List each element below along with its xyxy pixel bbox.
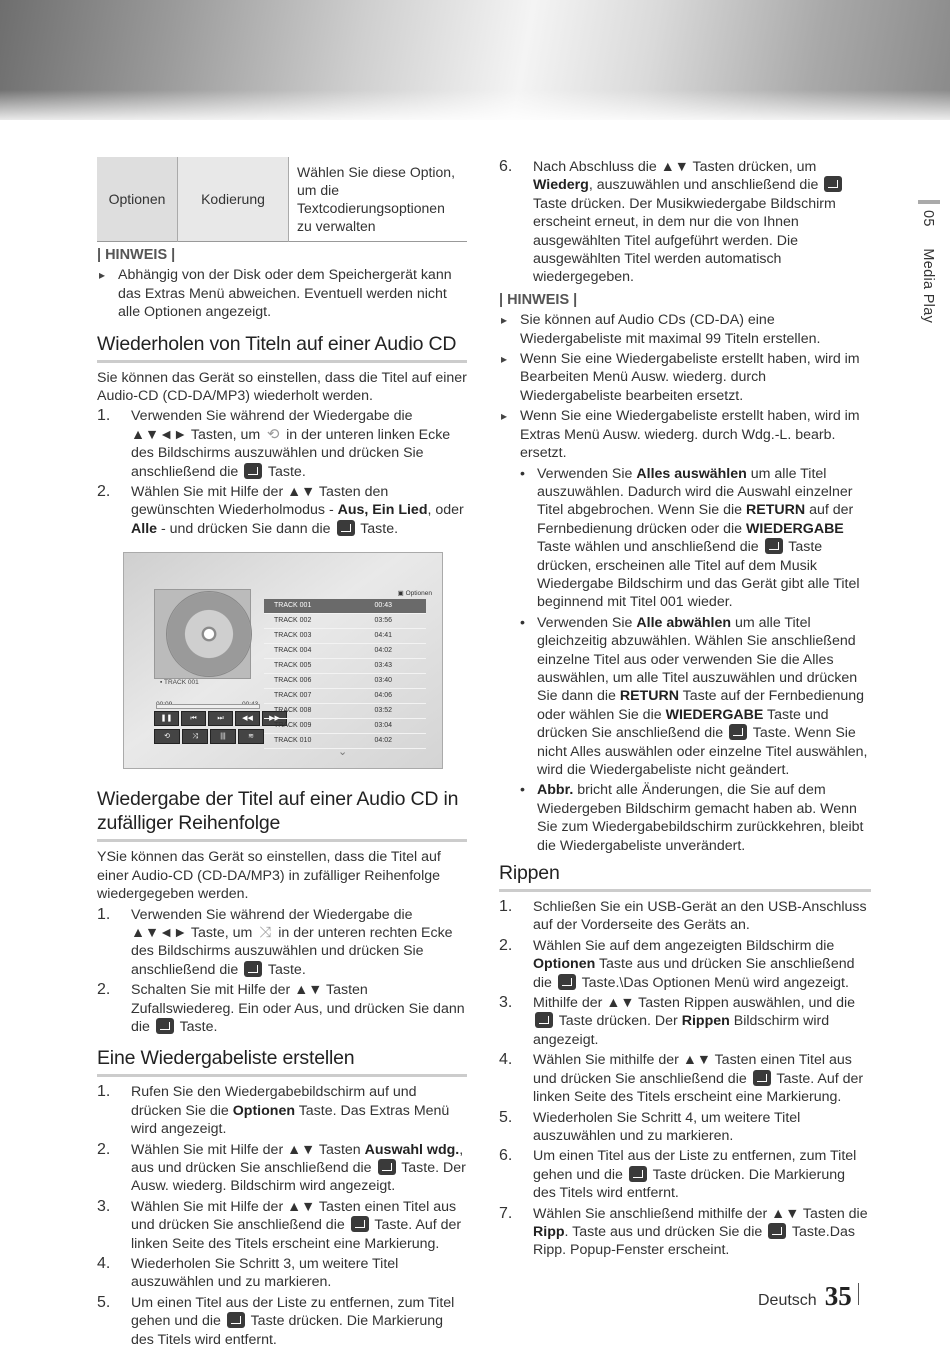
track-row[interactable]: [264, 689, 426, 704]
enter-icon: [765, 538, 783, 554]
note-item: ▸ Sie können auf Audio CDs (CD-DA) eine Wiedergabeliste mit maximal 99 Titeln erstellen.: [499, 311, 871, 348]
rip-step-7: [499, 1205, 871, 1260]
rewind-icon[interactable]: ◀◀: [235, 711, 260, 726]
step-text: in der unteren linken Ecke des Bildschirms auszuwählen und drücken Sie anschließend die: [131, 426, 451, 480]
section-title: Media Play: [920, 248, 936, 324]
header-band: [0, 0, 950, 120]
equalizer-icon[interactable]: |||: [210, 729, 236, 744]
step-text: Wiederholen Sie Schritt 4, um weitere Titel auszuwählen und zu markieren.: [533, 1109, 801, 1144]
current-track-name: TRACK 001: [164, 679, 199, 687]
step-number: 5.: [97, 1293, 111, 1311]
step-text: Wählen Sie mit Hilfe der ▲▼ Tasten: [131, 1141, 361, 1158]
repeat-step-2: [97, 483, 467, 538]
repeat-icon[interactable]: ⟲: [154, 729, 180, 744]
rip-step-1: [499, 898, 871, 935]
step-text: Taste. Auf der linken Seite des Titels erscheint eine Markierung.: [131, 1217, 462, 1252]
step-text: . Taste aus und drücken Sie die: [564, 1223, 763, 1240]
step-number: 3.: [97, 1197, 111, 1215]
track-row[interactable]: [264, 704, 426, 719]
note-text: Taste wählen und anschließend die: [537, 539, 759, 556]
note-heading: | HINWEIS |: [97, 247, 176, 263]
note-text: Verwenden Sie: [537, 465, 633, 482]
step-text: Wählen Sie auf dem angezeigten Bildschirm die: [533, 937, 835, 954]
track-time: 03:43: [374, 662, 392, 670]
step-number: 2.: [97, 1140, 111, 1158]
step-number: 2.: [97, 981, 111, 999]
note-text: um alle Titel gleichzeitig abzuwählen. Wählen Sie anschließend einzelne Titel aus oder verwenden Sie die Alles auswählen, um alle Titel auszuwählen und drücken Sie dann die: [537, 614, 858, 705]
pause-icon[interactable]: ❚❚: [154, 711, 179, 726]
step-number: 5.: [499, 1108, 513, 1126]
track-name: TRACK 002: [274, 617, 312, 625]
track-name: TRACK 003: [274, 632, 312, 640]
shuffle-step-1: [97, 906, 467, 980]
track-row[interactable]: [264, 659, 426, 674]
track-row[interactable]: [264, 644, 426, 659]
track-name: TRACK 009: [274, 722, 312, 730]
note-item: ▸ Abhängig von der Disk oder dem Speichergerät kann das Extras Menü abweichen. Eventuell werden nicht alle Optionen angezeigt.: [97, 266, 467, 321]
step-text: Taste.: [267, 463, 306, 480]
track-time: 04:02: [374, 647, 392, 655]
repeat-intro: Sie können das Gerät so einstellen, dass die Titel auf einer Audio-CD (CD-DA/MP3) wiederholt werden.: [97, 369, 467, 405]
step-text: Taste aus und drücken Sie anschließend die: [533, 956, 855, 991]
enter-icon: [378, 1159, 396, 1175]
note-text: bricht alle Änderungen, die Sie auf dem Wiedergeben Bildschirm gemacht haben ab. Wenn Sie zum Wiedergabebildschirm zurückkehren, bleibt die Wiedergabeliste unverändert.: [537, 782, 864, 854]
step-number: 3.: [499, 994, 513, 1012]
enter-icon: [753, 1070, 771, 1086]
track-name: TRACK 005: [274, 662, 312, 670]
step-number: 6.: [499, 158, 513, 175]
mode-controls: [154, 729, 264, 744]
enter-icon: [156, 1018, 174, 1034]
track-time: 03:04: [374, 722, 392, 730]
chevron-down-icon[interactable]: ⌄: [338, 746, 348, 759]
note-subitem-deselect-all: [499, 614, 871, 780]
step-text: Nach Abschluss die ▲▼ Tasten drücken, um: [533, 159, 817, 175]
step-text: Taste.: [360, 520, 399, 537]
step-text: Wählen Sie mit Hilfe der ▲▼ Tasten einen Titel aus und drücken Sie anschließend die: [131, 1198, 457, 1234]
section-tab-marker: [918, 200, 940, 204]
playlist-step-4: [97, 1255, 467, 1292]
repeat-icon: ⟲: [266, 425, 280, 443]
table-cell-options: Optionen: [97, 157, 178, 242]
enter-icon: [244, 463, 262, 479]
enter-icon: [227, 1312, 245, 1328]
step-text: Taste drücken. Der: [558, 1013, 678, 1030]
track-time: 00:43: [374, 602, 392, 610]
note-text: auf der Fernbedienung drücken oder die: [537, 502, 854, 537]
step-text: , oder: [427, 502, 464, 519]
track-row[interactable]: [264, 614, 426, 629]
step-number: 1.: [97, 905, 111, 923]
step-text: Bildschirm wird angezeigt.: [533, 1013, 830, 1048]
section-heading-shuffle: Wiedergabe der Titel auf einer Audio CD in zufälliger Reihenfolge: [97, 787, 467, 842]
track-name: TRACK 004: [274, 647, 312, 655]
step-text: Taste drücken. Die Markierung des Titels wird entfernt.: [533, 1166, 845, 1202]
page-footer: [758, 1281, 859, 1312]
table-cell-encoding: Kodierung: [178, 157, 289, 242]
left-column: [97, 157, 467, 1351]
track-row[interactable]: [264, 629, 426, 644]
shuffle-step-2: [97, 981, 467, 1036]
rip-step-6: [499, 1147, 871, 1202]
step-number: 1.: [97, 1083, 111, 1101]
note-text-bold: Abbr.: [537, 782, 574, 799]
step-text: Um einen Titel aus der Liste zu entfernen, zum Titel gehen und die: [533, 1148, 857, 1183]
step-text: Taste. Auf der linken Seite des Titels erscheint eine Markierung.: [533, 1070, 864, 1106]
options-table: [97, 157, 467, 242]
step-text-bold: Alle: [131, 520, 158, 537]
step-text: Taste. Das Extras Menü wird angezeigt.: [131, 1102, 450, 1138]
step-text: Taste.: [179, 1018, 218, 1035]
note-item: ▸ Wenn Sie eine Wiedergabeliste erstellt haben, wird im Bearbeiten Menü Ausw. wiederg. durch Wiedergabeliste bearbeiten ersetzt.: [499, 350, 871, 405]
step-text: Mithilfe der ▲▼ Tasten Rippen auswählen, und die: [533, 995, 856, 1012]
step-text-bold: Aus, Ein Lied: [337, 502, 428, 519]
track-list: [264, 599, 426, 749]
table-cell-description: Wählen Sie diese Option, um die Textcodierungsoptionen zu verwalten: [297, 164, 455, 234]
section-heading-rip: Rippen: [499, 861, 871, 892]
enter-icon: [824, 176, 842, 192]
enter-icon: [244, 961, 262, 977]
section-heading-playlist: Eine Wiedergabeliste erstellen: [97, 1046, 467, 1077]
note-subitem-select-all: [499, 465, 871, 612]
track-time: 03:40: [374, 677, 392, 685]
step-text: Taste. Der Ausw. wiederg. Bildschirm wird angezeigt.: [131, 1159, 466, 1195]
enter-icon: [768, 1223, 786, 1239]
track-row[interactable]: [264, 719, 426, 734]
step-number: 1.: [97, 407, 111, 425]
playlist-step-3: [97, 1198, 467, 1253]
cd-disc-icon: [166, 591, 252, 677]
note-text: Taste drücken, erscheinen alle Titel auf dem Musik Wiedergabe Bildschirm und das Gerät gibt alle Titel beginnend mit Titel 001 wieder.: [537, 539, 860, 611]
note-text: Verwenden Sie: [537, 614, 633, 631]
track-time: 03:52: [374, 707, 392, 715]
table-row: [97, 157, 467, 242]
step-text: - und drücken Sie dann die: [160, 520, 331, 537]
track-time: 04:02: [374, 737, 392, 745]
step-text: Rufen Sie den Wiedergabebildschirm auf und drücken Sie die: [131, 1084, 417, 1119]
step-text: Wählen Sie mithilfe der ▲▼ Tasten einen Titel aus und drücken Sie anschließend die: [533, 1052, 852, 1087]
step-text-bold: Ripp: [533, 1223, 565, 1240]
step-text-bold: Auswahl wdg.: [364, 1141, 460, 1158]
step-text: , aus und drücken Sie anschließend die: [131, 1141, 464, 1176]
repeat-step-1: [97, 407, 467, 481]
shuffle-icon[interactable]: ⤨: [182, 729, 208, 744]
playlist-step-1: [97, 1083, 467, 1138]
playlist-step-6: [499, 158, 871, 287]
next-icon[interactable]: ⏭: [208, 711, 233, 726]
step-text: Taste drücken. Der Musikwiedergabe Bildschirm erscheint erneut, in dem nur die von Ihnen ausgewählten Titel aufgeführt werden. Die ausgewählten Titel werden automatisch wiedergegeben.: [533, 195, 836, 286]
sound-icon[interactable]: ≋: [238, 729, 264, 744]
fast-forward-icon[interactable]: ▶▶: [262, 711, 287, 726]
track-name: TRACK 007: [274, 692, 312, 700]
track-row[interactable]: [264, 599, 426, 614]
step-number: 2.: [499, 936, 513, 954]
step-text-bold: Optionen: [232, 1102, 296, 1119]
step-text: Wiederholen Sie Schritt 3, um weitere Titel auszuwählen und zu markieren.: [131, 1256, 399, 1291]
enter-icon: [351, 1216, 369, 1232]
options-badge: ▣ Optionen: [397, 590, 432, 598]
note-text-bold: RETURN: [619, 688, 679, 705]
footer-language: Deutsch: [758, 1292, 817, 1309]
track-name: TRACK 001: [274, 602, 312, 610]
rip-step-4: [499, 1051, 871, 1106]
step-number: 1.: [499, 898, 513, 916]
note-text-bold: WIEDERGABE: [665, 706, 764, 723]
playlist-step-2: [97, 1141, 467, 1196]
step-text: Um einen Titel aus der Liste zu entfernen, zum Titel gehen und die: [131, 1294, 455, 1330]
step-text: in der unteren rechten Ecke des Bildschirms auszuwählen und drücken Sie anschließend die: [131, 924, 453, 978]
step-number: 4.: [97, 1255, 111, 1272]
note-text-bold: WIEDERGABE: [746, 520, 844, 537]
step-text: Wählen Sie mit Hilfe der ▲▼ Tasten den gewünschten Wiederholmodus -: [131, 484, 389, 519]
step-text: Taste.\Das Optionen Menü wird angezeigt.: [581, 974, 849, 991]
step-text: Wählen Sie anschließend mithilfe der ▲▼ Tasten die: [533, 1205, 868, 1222]
note-text-bold: Alles auswählen: [636, 465, 747, 482]
step-text: Taste.Das Ripp. Popup-Fenster erscheint.: [533, 1223, 855, 1259]
note-subitem-cancel: [499, 781, 871, 855]
step-number: 2.: [97, 483, 111, 501]
footer-divider: [858, 1283, 859, 1305]
enter-icon: [558, 974, 576, 990]
progress-bar: [156, 704, 260, 709]
track-name: TRACK 010: [274, 737, 312, 745]
step-text: Schließen Sie ein USB-Gerät an den USB-Anschluss auf der Vorderseite des Geräts an.: [533, 899, 867, 934]
track-name: TRACK 006: [274, 677, 312, 685]
note-text: Taste und drücken Sie anschließend die: [537, 706, 829, 742]
shuffle-intro: YSie können das Gerät so einstellen, dass die Titel auf einer Audio-CD (CD-DA/MP3) in zufälliger Reihenfolge wiedergegeben werden.: [97, 849, 441, 903]
note-text-bold: Alle abwählen: [636, 614, 732, 631]
enter-icon: [337, 520, 355, 536]
rip-step-2: [499, 937, 871, 992]
rip-step-3: [499, 994, 871, 1049]
section-number: 05: [920, 210, 936, 227]
page-number: 35: [824, 1281, 852, 1311]
current-track-label: ▪ TRACK 001: [160, 679, 199, 687]
track-name: TRACK 008: [274, 707, 312, 715]
track-row[interactable]: [264, 674, 426, 689]
step-number: 6.: [499, 1147, 513, 1165]
track-time: 03:56: [374, 617, 392, 625]
section-tab-label: [920, 210, 936, 323]
enter-icon: [535, 1012, 553, 1028]
step-text-bold: Optionen: [533, 956, 596, 973]
rip-step-5: [499, 1109, 871, 1146]
step-text: Taste drücken. Die Markierung des Titels wird entfernt.: [131, 1313, 443, 1348]
note-item: ▸ Wenn Sie eine Wiedergabeliste erstellt haben, wird im Extras Menü Ausw. wiederg. durch Wdg.-L. bearb. ersetzt.: [499, 407, 871, 462]
step-number: 4.: [499, 1051, 513, 1069]
right-column: [499, 156, 871, 1262]
track-time: 04:06: [374, 692, 392, 700]
enter-icon: [729, 724, 747, 740]
step-text: Schalten Sie mit Hilfe der ▲▼ Tasten Zufallswiedereg. Ein oder Aus, und drücken Sie dann die: [131, 982, 465, 1035]
step-text-bold: Rippen: [681, 1013, 730, 1030]
step-text-bold: Wiederg: [533, 177, 589, 194]
note-heading: | HINWEIS |: [499, 291, 578, 308]
section-tab: [916, 200, 940, 330]
track-time: 04:41: [374, 632, 392, 640]
note-text: Taste. Wenn Sie nicht Alles auswählen oder einzelne Titel auswählen, wird die Wiedergabeliste nicht geändert.: [537, 725, 868, 778]
shuffle-icon: ⤨: [259, 923, 272, 941]
note-text: um alle Titel auszuwählen. Dadurch wird die Auswahl einzelner Titel abgebrochen. Wenn Sie die: [537, 465, 853, 519]
note-text-bold: RETURN: [746, 502, 806, 519]
options-badge-label: Optionen: [405, 590, 432, 598]
enter-icon: [629, 1166, 647, 1182]
music-playback-screen: [123, 552, 443, 769]
note-text: Taste auf der Fernbedienung oder wählen Sie die: [537, 688, 865, 723]
playlist-step-5: [97, 1294, 467, 1349]
section-heading-repeat: Wiederholen von Titeln auf einer Audio CD: [97, 332, 467, 363]
step-text: , auszuwählen und anschließend die: [588, 177, 819, 194]
step-text: Verwenden Sie während der Wiedergabe die ▲▼◄► Taste, um: [131, 906, 413, 941]
step-text: Verwenden Sie während der Wiedergabe die ▲▼◄► Tasten, um: [131, 408, 413, 443]
step-number: 7.: [499, 1204, 513, 1222]
previous-icon[interactable]: ⏮: [181, 711, 206, 726]
step-text: Taste.: [267, 961, 306, 978]
